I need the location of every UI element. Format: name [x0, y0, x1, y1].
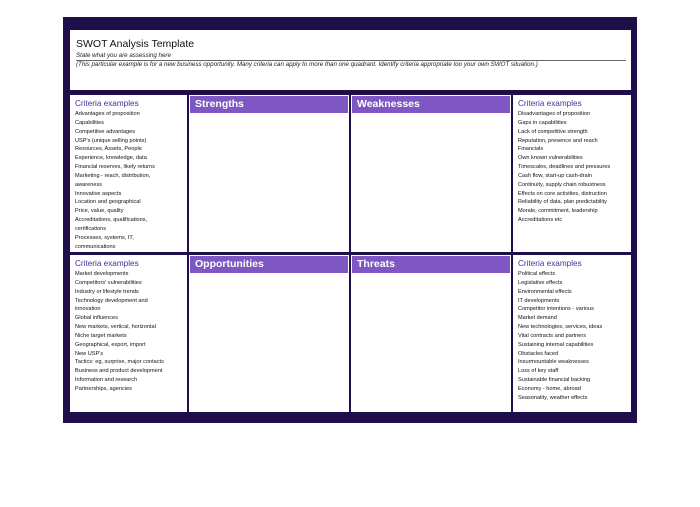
page-title: SWOT Analysis Template — [76, 38, 195, 50]
criteria-item: Information and research — [75, 377, 138, 384]
criteria-item: Insurmountable weaknesses — [518, 359, 589, 366]
criteria-item: Sustaining internal capabilities — [518, 341, 594, 348]
criteria-item: Price, value, quality — [75, 208, 124, 215]
criteria-item: Obstacles faced — [518, 350, 559, 357]
criteria-item: Market developments — [75, 271, 129, 277]
criteria-item: Experience, knowledge, data — [75, 155, 147, 162]
criteria-item: communications — [75, 243, 116, 250]
criteria-item: Reliability of data, plan predictability — [518, 199, 607, 206]
criteria-item: Tactics: eg, surprise, major contacts — [75, 359, 164, 366]
criteria-item: Geographical, export, import — [75, 341, 146, 348]
criteria-item: Seasonality, weather effects — [518, 394, 588, 401]
criteria-item: USP's (unique selling points) — [75, 137, 147, 144]
criteria-item: Niche target markets — [75, 332, 127, 339]
weaknesses-header: Weaknesses — [352, 96, 510, 113]
criteria-item: Business and product development — [75, 368, 163, 375]
criteria-item: Accreditations etc — [518, 217, 563, 224]
criteria-item: Vital contracts and partners — [518, 332, 586, 339]
criteria-item: Own known vulnerabilities — [518, 155, 583, 162]
criteria-item: Processes, systems, IT, — [75, 234, 134, 241]
criteria-item: awareness — [75, 181, 103, 188]
criteria-item: certifications — [75, 225, 107, 232]
criteria-item: New USP's — [75, 350, 104, 357]
criteria-item: Financials — [518, 146, 544, 153]
criteria-item: Financial reserves, likely returns — [75, 164, 155, 171]
criteria-title: Criteria examples — [75, 259, 139, 268]
criteria-item: innovation — [75, 306, 101, 313]
criteria-item: New markets, vertical, horizontal — [75, 324, 156, 331]
threats-header: Threats — [352, 256, 510, 273]
criteria-item: Reputation, presence and reach — [518, 137, 598, 144]
criteria-item: Lack of competitive strength — [518, 128, 588, 135]
criteria-item: Accreditations, qualifications, — [75, 217, 148, 224]
criteria-item: Timescales, deadlines and pressures — [518, 164, 611, 171]
criteria-list — [70, 270, 187, 394]
criteria-item: Disadvantages of proposition — [518, 111, 591, 117]
criteria-item: Global influences — [75, 315, 118, 322]
header-panel — [70, 30, 631, 90]
criteria-title: Criteria examples — [518, 259, 582, 268]
criteria-list — [513, 110, 631, 225]
criteria-item: Market demand — [518, 315, 557, 322]
strengths-header: Strengths — [190, 96, 348, 113]
criteria-title: Criteria examples — [518, 99, 582, 108]
criteria-item: Cash flow, start-up cash-drain — [518, 172, 592, 179]
opportunities-quadrant[interactable] — [189, 255, 349, 412]
weaknesses-quadrant[interactable] — [351, 95, 511, 252]
criteria-title: Criteria examples — [75, 99, 139, 108]
criteria-item: Resources, Assets, People — [75, 146, 142, 153]
opportunities-header: Opportunities — [190, 256, 348, 273]
instruction-note: (This particular example is for a new business opportunity. Many criteria can apply to more than one quadrant. Identify criteria appropriate too your own SWOT situation.) — [76, 61, 538, 68]
criteria-item: Legislative effects — [518, 279, 563, 286]
criteria-item: Advantages of proposition — [75, 111, 140, 117]
criteria-item: Gaps in capabilities — [518, 119, 567, 126]
threats-quadrant[interactable] — [351, 255, 511, 412]
criteria-item: Competitive advantages — [75, 128, 136, 135]
criteria-item: Political effects — [518, 271, 556, 277]
criteria-item: Technology development and — [75, 297, 148, 304]
strengths-quadrant[interactable] — [189, 95, 349, 252]
criteria-item: Continuity, supply chain robustness — [518, 181, 606, 188]
opportunities-criteria-panel — [70, 255, 187, 412]
criteria-list — [513, 270, 631, 403]
criteria-item: Morale, commitment, leadership — [518, 208, 598, 215]
criteria-item: New technologies, services, ideas — [518, 324, 603, 331]
criteria-item: Marketing - reach, distribution, — [75, 172, 151, 179]
criteria-item: Innovative aspects — [75, 190, 122, 197]
criteria-item: Industry or lifestyle trends — [75, 288, 139, 295]
criteria-item: Loss of key staff — [518, 368, 559, 375]
criteria-item: Competitor intentions - various — [518, 306, 594, 313]
criteria-item: Location and geographical — [75, 199, 141, 206]
criteria-item: Partnerships, agencies — [75, 385, 132, 392]
criteria-item: Environmental effects — [518, 288, 572, 295]
strengths-criteria-panel — [70, 95, 187, 252]
criteria-item: Economy - home, abroad — [518, 385, 581, 392]
criteria-item: Effects on core activities, distruction — [518, 190, 607, 197]
threats-criteria-panel — [513, 255, 631, 412]
criteria-item: Competitors' vulnerabilities — [75, 279, 142, 286]
criteria-item: IT developments — [518, 297, 560, 304]
criteria-item: Sustainable financial backing — [518, 377, 591, 384]
criteria-list — [70, 110, 187, 252]
assessment-subject-line[interactable]: State what you are assessing here — [76, 52, 626, 61]
criteria-item: Capabilities — [75, 119, 104, 126]
weaknesses-criteria-panel — [513, 95, 631, 252]
